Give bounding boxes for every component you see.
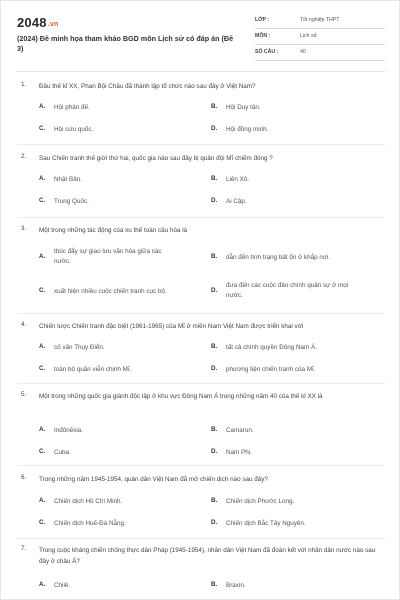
- option-letter: C.: [39, 125, 46, 132]
- option-text: Chiến dịch Bắc Tây Nguyên.: [226, 520, 306, 527]
- question-number: 2.: [21, 153, 27, 160]
- option-letter: B.: [211, 426, 218, 433]
- option-text: Chiến dịch Phước Long.: [226, 498, 295, 505]
- option-letter: C.: [39, 197, 46, 204]
- question-text: Trong những năm 1945-1954, quân dân Việt Nam đã mở chiến dịch nào sau đây?: [39, 476, 268, 483]
- question-text: Chiến lược Chiến tranh đặc biệt (1961-1965) của Mĩ ở miền Nam Việt Nam được triển khai với: [39, 323, 304, 330]
- site-logo[interactable]: 2048.vn: [17, 15, 59, 30]
- option-letter: B.: [211, 175, 218, 182]
- option-text: Braxin.: [226, 582, 246, 589]
- option-letter: C.: [39, 448, 46, 455]
- question-divider: [17, 465, 385, 466]
- question-number: 1.: [21, 81, 27, 88]
- option-letter: D.: [211, 287, 218, 294]
- option-letter: A.: [39, 103, 46, 110]
- meta-label: LỚP :: [255, 17, 270, 23]
- option-text: Hội phản đế.: [54, 104, 90, 111]
- meta-label: SỐ CÂU :: [255, 49, 279, 55]
- option-letter: D.: [211, 448, 218, 455]
- question-text: Một trong những tác động của xu thế toàn cầu hóa là: [39, 227, 188, 234]
- question-divider: [17, 538, 385, 539]
- question-text: Trong cuộc kháng chiến chống thực dân Pháp (1945-1954), nhân dân Việt Nam đã đoàn kết với nhân dân nước nào sau đây ở châu Á?: [39, 547, 376, 565]
- option-letter: D.: [211, 365, 218, 372]
- question-text: Đầu thế kỉ XX, Phan Bội Châu đã thành lập tổ chức nào sau đây ở Việt Nam?: [39, 83, 256, 90]
- option-text: Liên Xô.: [226, 176, 250, 183]
- option-text: Ai Cập.: [226, 198, 247, 205]
- option-letter: C.: [39, 287, 46, 294]
- option-text: toàn bộ quân viễn chinh Mĩ.: [54, 366, 132, 373]
- option-letter: D.: [211, 519, 218, 526]
- option-text: đưa đến các cuộc đảo chính quân sự ở mọi nước.: [226, 282, 349, 299]
- option-letter: B.: [211, 253, 218, 260]
- option-letter: B.: [211, 103, 218, 110]
- option-text: Hội cứu quốc.: [54, 126, 94, 133]
- meta-value: Lịch sử: [300, 33, 318, 39]
- option-letter: A.: [39, 426, 46, 433]
- option-text: Trung Quốc.: [54, 198, 89, 205]
- question-number: 7.: [21, 545, 27, 552]
- option-letter: A.: [39, 497, 46, 504]
- header-divider: [17, 71, 385, 72]
- option-letter: A.: [39, 175, 46, 182]
- option-text: tất cả chính quyền Đông Nam Á.: [226, 344, 318, 351]
- option-text: Cuba.: [54, 449, 71, 456]
- option-text: Nhật Bản.: [54, 176, 83, 183]
- option-text: Camarun.: [226, 427, 254, 434]
- question-divider: [17, 313, 385, 314]
- document-title: (2024) Đề minh họa tham khảo BGD môn Lịch sử có đáp án (Đề 3): [17, 34, 234, 53]
- option-text: cố vấn Thụy Điển.: [54, 344, 105, 351]
- question-divider: [17, 217, 385, 218]
- option-text: phương tiện chiến tranh của Mĩ.: [226, 366, 316, 373]
- question-number: 4.: [21, 321, 27, 328]
- document-header: [17, 13, 385, 61]
- meta-value: 40: [300, 49, 306, 55]
- question-divider: [17, 144, 385, 145]
- option-text: Chilê.: [54, 582, 71, 589]
- option-letter: A.: [39, 253, 46, 260]
- option-letter: A.: [39, 581, 46, 588]
- option-letter: C.: [39, 519, 46, 526]
- option-text: Inđônêxia.: [54, 427, 84, 434]
- meta-label: MÔN :: [255, 33, 271, 39]
- question-number: 5.: [21, 391, 27, 398]
- option-letter: B.: [211, 581, 218, 588]
- option-text: Hội đồng minh.: [226, 126, 269, 133]
- document-meta: [255, 13, 385, 61]
- option-letter: C.: [39, 365, 46, 372]
- option-text: thúc đẩy sự giao lưu văn hóa giữa các nước.: [54, 248, 162, 265]
- option-letter: B.: [211, 343, 218, 350]
- meta-value: Tốt nghiệp THPT: [300, 17, 340, 23]
- question-divider: [17, 383, 385, 384]
- question-text: Một trong những quốc gia giành độc lập ở khu vực Đông Nam Á trong những năm 40 của thế kỉ XX là: [39, 393, 323, 400]
- meta-row-class: [255, 13, 385, 29]
- question-number: 3.: [21, 225, 27, 232]
- option-text: dẫn đến tình trạng bất ổn ở khắp nơi.: [226, 254, 331, 261]
- option-letter: A.: [39, 343, 46, 350]
- option-text: Chiến dịch Huế-Đà Nẵng.: [54, 520, 126, 527]
- option-letter: D.: [211, 125, 218, 132]
- meta-row-subject: [255, 29, 385, 45]
- option-text: xuất hiện nhiều cuộc chiến tranh cục bộ.: [54, 288, 167, 295]
- option-text: Chiến dịch Hồ Chí Minh.: [54, 498, 123, 505]
- option-text: Nam Phi.: [226, 449, 252, 456]
- option-letter: B.: [211, 497, 218, 504]
- option-text: Hội Duy tân.: [226, 104, 261, 111]
- question-text: Sau Chiến tranh thế giới thứ hai, quốc gia nào sau đây bị quân đội Mĩ chiếm đóng ?: [39, 155, 273, 162]
- meta-row-count: [255, 45, 385, 61]
- question-number: 6.: [21, 474, 27, 481]
- option-letter: D.: [211, 197, 218, 204]
